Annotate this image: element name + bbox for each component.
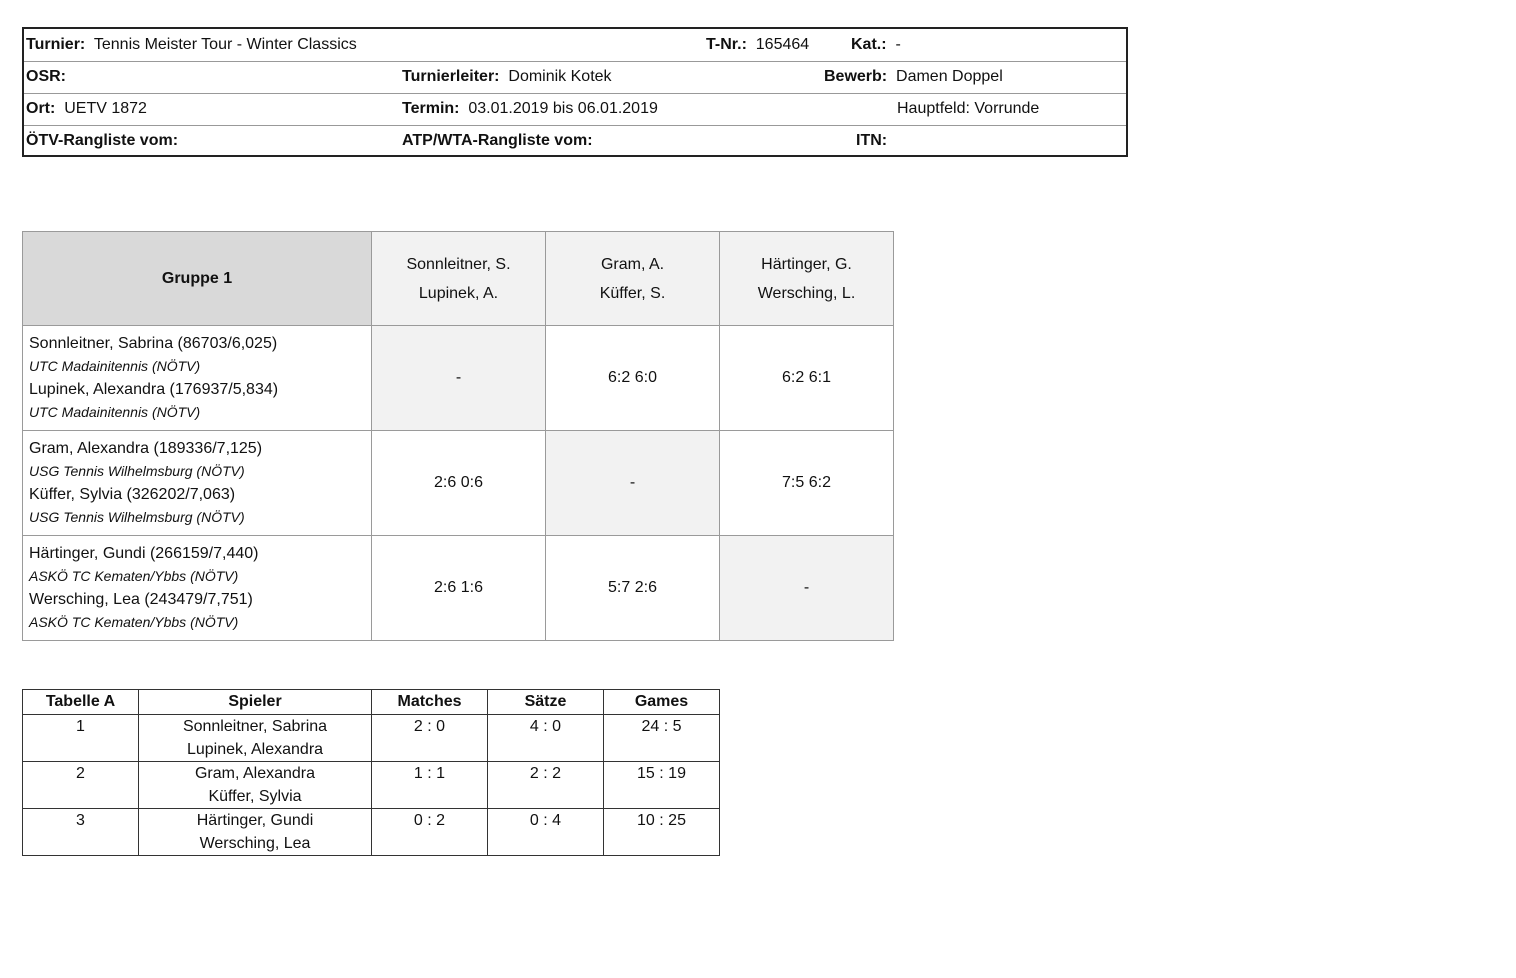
col-header-tabelle: Tabelle A — [23, 690, 139, 715]
rank-cell: 3 — [23, 809, 139, 856]
turnierleiter-label: Turnierleiter: — [402, 68, 500, 85]
games-cell: 24 : 5 — [604, 715, 720, 762]
group-row — [23, 536, 894, 641]
match-result: - — [720, 536, 894, 641]
kat-label: Kat.: — [851, 36, 887, 53]
player-name: Härtinger, Gundi — [196, 812, 314, 829]
col-header-matches: Matches — [372, 690, 488, 715]
team-cell — [23, 326, 372, 431]
feld-cell — [897, 93, 1039, 125]
group-col-head — [720, 232, 894, 326]
matches-cell: 0 : 2 — [372, 809, 488, 856]
termin-label: Termin: — [402, 100, 460, 117]
player-name: Sonnleitner, Sabrina — [182, 718, 328, 735]
match-result: 6:2 6:0 — [546, 326, 720, 431]
kat-cell — [851, 29, 901, 61]
ort-value: UETV 1872 — [64, 100, 147, 117]
match-result: 6:2 6:1 — [720, 326, 894, 431]
col-head-line: Küffer, S. — [599, 284, 666, 302]
match-result: 2:6 0:6 — [372, 431, 546, 536]
player-name: Wersching, Lea (243479/7,751) — [29, 591, 253, 608]
standings-row — [23, 809, 720, 856]
player-club: ASKÖ TC Kematen/Ybbs (NÖTV) — [29, 614, 239, 630]
team-cell — [23, 431, 372, 536]
saetze-cell: 0 : 4 — [488, 809, 604, 856]
games-cell: 15 : 19 — [604, 762, 720, 809]
group-title: Gruppe 1 — [23, 232, 372, 326]
matches-cell: 2 : 0 — [372, 715, 488, 762]
games-cell: 10 : 25 — [604, 809, 720, 856]
player-club: ASKÖ TC Kematen/Ybbs (NÖTV) — [29, 568, 239, 584]
atp-cell — [402, 125, 593, 157]
player-name: Gram, Alexandra (189336/7,125) — [29, 440, 263, 457]
match-result: - — [546, 431, 720, 536]
players-cell — [139, 809, 372, 856]
turnier-cell — [26, 29, 357, 61]
osr-cell — [26, 61, 66, 93]
turnier-label: Turnier: — [26, 36, 86, 53]
ort-cell — [26, 93, 147, 125]
info-row-rangliste — [24, 125, 1126, 157]
turnierleiter-cell — [402, 61, 612, 93]
osr-label: OSR: — [26, 68, 66, 85]
termin-value: 03.01.2019 bis 06.01.2019 — [468, 100, 658, 117]
info-row-ort — [24, 93, 1126, 126]
player-name: Lupinek, Alexandra (176937/5,834) — [29, 381, 279, 398]
col-header-spieler: Spieler — [139, 690, 372, 715]
oetv-cell — [26, 125, 178, 157]
match-result: 5:7 2:6 — [546, 536, 720, 641]
col-head-line: Gram, A. — [600, 255, 665, 273]
player-club: UTC Madainitennis (NÖTV) — [29, 358, 201, 374]
tournament-info-table — [22, 27, 1128, 157]
match-result: 7:5 6:2 — [720, 431, 894, 536]
bewerb-cell — [824, 61, 1003, 93]
standings-row — [23, 715, 720, 762]
turnierleiter-value: Dominik Kotek — [508, 68, 612, 85]
matches-cell: 1 : 1 — [372, 762, 488, 809]
group-col-head — [546, 232, 720, 326]
oetv-label: ÖTV-Rangliste vom: — [26, 132, 179, 149]
group-col-head — [372, 232, 546, 326]
tnr-label: T-Nr.: — [706, 36, 747, 53]
group-row — [23, 431, 894, 536]
rank-cell: 2 — [23, 762, 139, 809]
info-row-turnier — [24, 29, 1126, 62]
itn-cell — [856, 125, 887, 157]
feld-value: Hauptfeld: Vorrunde — [897, 100, 1040, 117]
group-header-row — [23, 232, 894, 326]
group-matrix — [22, 231, 894, 641]
match-result: 2:6 1:6 — [372, 536, 546, 641]
turnier-value: Tennis Meister Tour - Winter Classics — [93, 36, 357, 53]
termin-cell — [402, 93, 658, 125]
kat-value: - — [895, 36, 901, 53]
standings-row — [23, 762, 720, 809]
player-name: Küffer, Sylvia (326202/7,063) — [29, 486, 236, 503]
col-head-line: Wersching, L. — [757, 284, 856, 302]
player-name: Gram, Alexandra — [194, 765, 316, 782]
rank-cell: 1 — [23, 715, 139, 762]
info-row-osr — [24, 61, 1126, 94]
col-header-games: Games — [604, 690, 720, 715]
player-name: Küffer, Sylvia — [208, 788, 302, 805]
player-club: USG Tennis Wilhelmsburg (NÖTV) — [29, 463, 245, 479]
saetze-cell: 4 : 0 — [488, 715, 604, 762]
col-head-line: Sonnleitner, S. — [406, 255, 511, 273]
match-result: - — [372, 326, 546, 431]
player-club: UTC Madainitennis (NÖTV) — [29, 404, 201, 420]
tnr-cell — [706, 29, 809, 61]
team-cell — [23, 536, 372, 641]
bewerb-label: Bewerb: — [824, 68, 888, 85]
atp-label: ATP/WTA-Rangliste vom: — [402, 132, 593, 149]
standings-header-row — [23, 690, 720, 715]
col-header-saetze: Sätze — [488, 690, 604, 715]
col-head-line: Lupinek, A. — [418, 284, 499, 302]
player-name: Wersching, Lea — [199, 835, 311, 852]
player-name: Sonnleitner, Sabrina (86703/6,025) — [29, 335, 278, 352]
group-row — [23, 326, 894, 431]
bewerb-value: Damen Doppel — [896, 68, 1003, 85]
saetze-cell: 2 : 2 — [488, 762, 604, 809]
col-head-line: Härtinger, G. — [761, 255, 852, 273]
tnr-value: 165464 — [755, 36, 810, 53]
itn-label: ITN: — [856, 132, 888, 149]
standings-table — [22, 689, 720, 856]
players-cell — [139, 715, 372, 762]
players-cell — [139, 762, 372, 809]
player-name: Härtinger, Gundi (266159/7,440) — [29, 545, 259, 562]
player-club: USG Tennis Wilhelmsburg (NÖTV) — [29, 509, 245, 525]
player-name: Lupinek, Alexandra — [186, 741, 324, 758]
ort-label: Ort: — [26, 100, 56, 117]
